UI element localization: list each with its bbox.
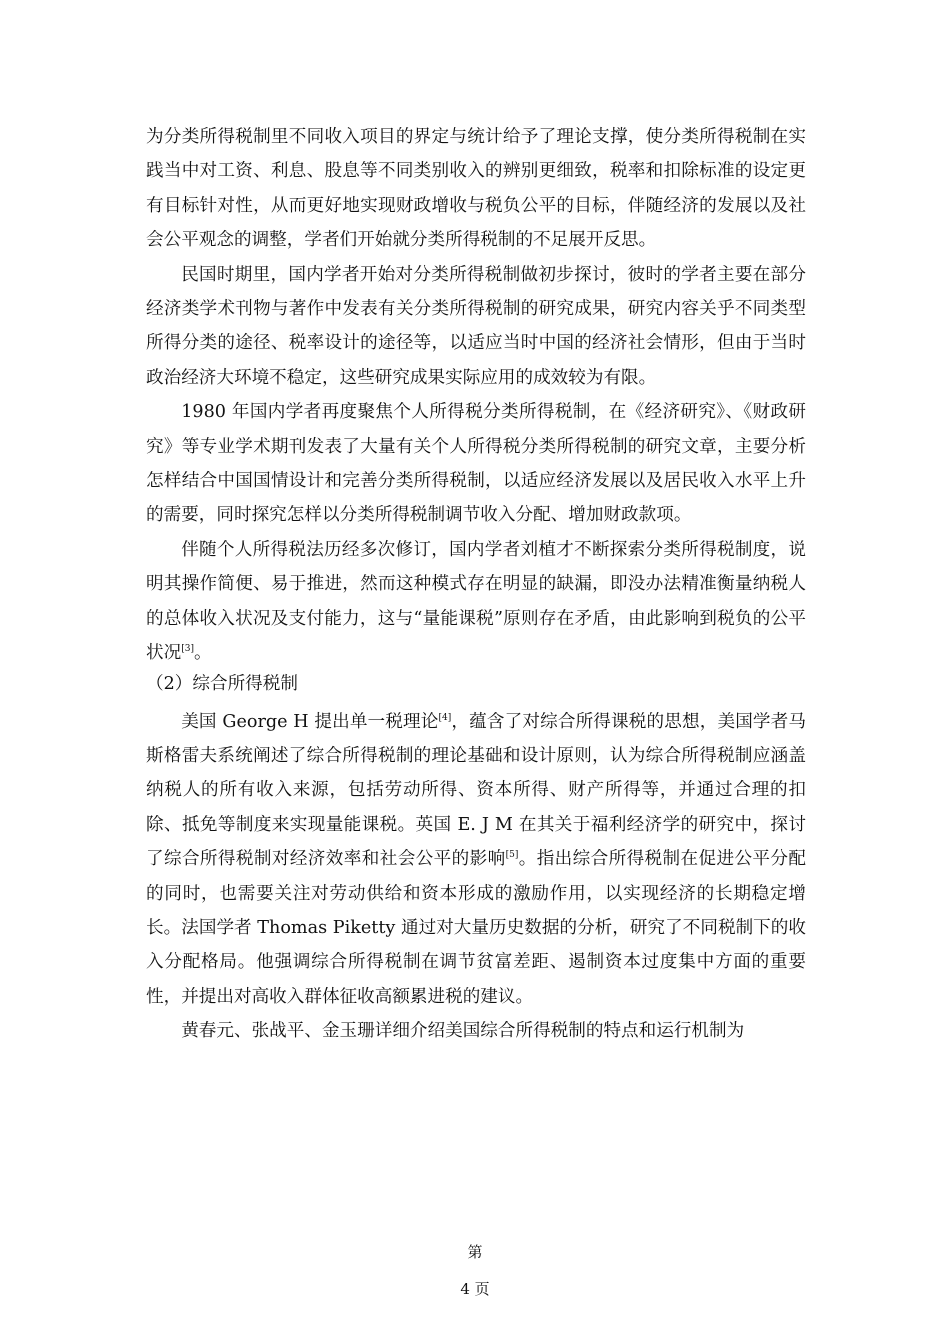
paragraph-1 [146,120,806,258]
paragraph-5-text-b: ，蕴含了对综合所得课税的思想，美国学者马斯格雷夫系统阐述了综合所得税制的理论基础和设计原则，认为综合所得税制应涵盖纳税人的所有收入来源，包括劳动所得、资本所得、财产所得等，并通过合理的扣除、抵免等制度来实现量能课税。英国 E. J M 在其关于福利经济学的研究中，探讨了综合所得税制对经济效率和社会公平的影响 [146,711,806,870]
citation-4: [4] [438,712,452,723]
citation-3: [3] [181,644,194,655]
paragraph-3-text: 1980 年国内学者再度聚焦个人所得税分类所得税制，在《经济研究》、《财政研究》等专业学术期刊发表了大量有关个人所得税分类所得税制的研究文章，主要分析怎样结合中国国情设计和完善分类所得税制，以适应经济发展以及居民收入水平上升的需要，同时探究怎样以分类所得税制调节收入分配、增加财政款项。 [146,402,806,526]
body-text [146,120,806,1049]
paragraph-4 [146,533,806,671]
paragraph-5 [146,705,806,1015]
section-heading [146,671,806,705]
paragraph-4-end: 。 [193,643,212,664]
citation-5: [5] [505,850,519,861]
section-heading-text: （2）综合所得税制 [146,673,298,694]
paragraph-6-text: 黄春元、张战平、金玉珊详细介绍美国综合所得税制的特点和运行机制为 [181,1021,745,1042]
paragraph-4-text: 伴随个人所得税法历经多次修订，国内学者刘植才不断探索分类所得税制度，说明其操作简便、易于推进，然而这种模式存在明显的缺漏，即没办法精准衡量纳税人的总体收入状况及支付能力，这与“量能课税”原则存在矛盾，由此影响到税负的公平状况 [146,539,806,664]
paragraph-6 [146,1014,806,1048]
paragraph-3 [146,395,806,533]
paragraph-1-text: 为分类所得税制里不同收入项目的界定与统计给予了理论支撑，使分类所得税制在实践当中对工资、利息、股息等不同类别收入的辨别更细致，税率和扣除标准的设定更有目标针对性，从而更好地实现财政增收与税负公平的目标，伴随经济的发展以及社会公平观念的调整，学者们开始就分类所得税制的不足展开反思。 [146,127,806,251]
paragraph-5-text-c: 。指出综合所得税制在促进公平分配的同时，也需要关注对劳动供给和资本形成的激励作用，以实现经济的长期稳定增长。法国学者 Thomas Piketty 通过对大量历史数据的分析，研究了不同税制下的收入分配格局。他强调综合所得税制在调节贫富差距、遏制资本过度集中方面的重要性，并提出对高收入群体征收高额累进税的建议。 [146,849,806,1007]
page-footer-label: 第 [467,1243,483,1261]
page-number: 4 页 [460,1280,490,1298]
paragraph-5-text-a: 美国 George H 提出单一税理论 [181,711,439,732]
paragraph-2-text: 民国时期里，国内学者开始对分类所得税制做初步探讨，彼时的学者主要在部分经济类学术刊物与著作中发表有关分类所得税制的研究成果，研究内容关乎不同类型所得分类的途径、税率设计的途径等，以适应当时中国的经济社会情形，但由于当时政治经济大环境不稳定，这些研究成果实际应用的成效较为有限。 [146,264,806,388]
paragraph-2 [146,258,806,396]
